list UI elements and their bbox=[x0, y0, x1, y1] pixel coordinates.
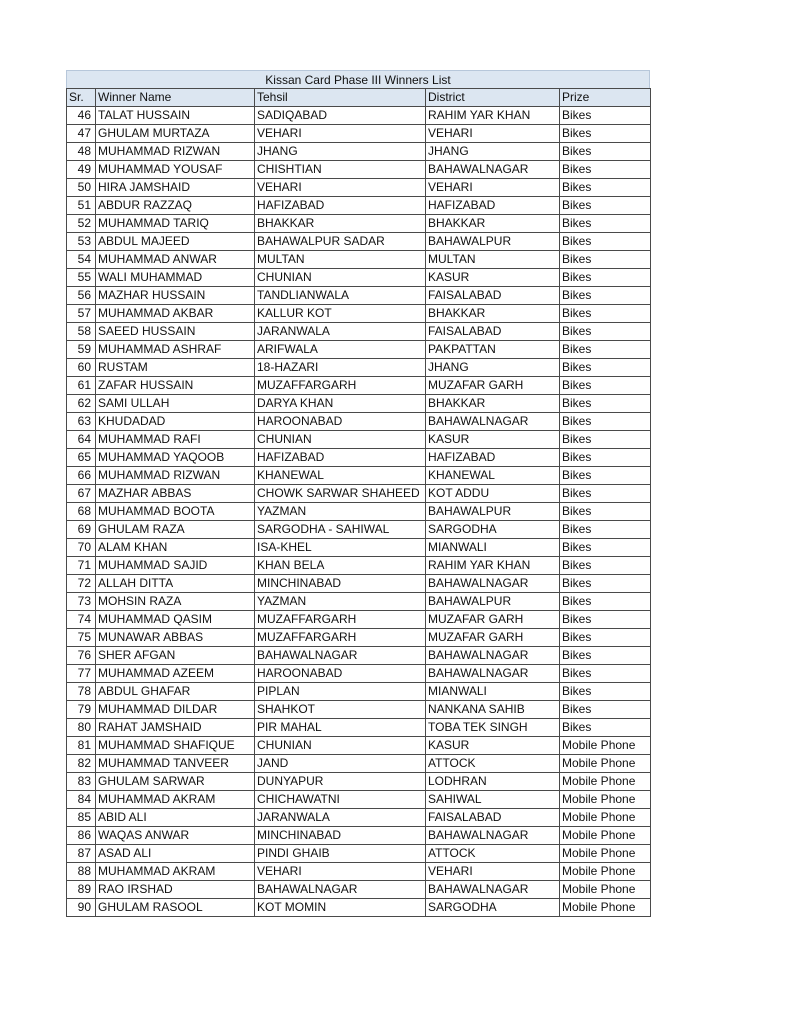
cell-sr: 67 bbox=[67, 485, 96, 503]
cell-tehsil: HAFIZABAD bbox=[255, 197, 426, 215]
table-row bbox=[67, 215, 651, 233]
table-row bbox=[67, 665, 651, 683]
cell-tehsil: JAND bbox=[255, 755, 426, 773]
cell-district: SARGODHA bbox=[426, 899, 560, 917]
cell-prize: Bikes bbox=[560, 611, 651, 629]
table-row bbox=[67, 359, 651, 377]
cell-district: RAHIM YAR KHAN bbox=[426, 107, 560, 125]
cell-winner-name: MUHAMMAD YOUSAF bbox=[96, 161, 255, 179]
cell-prize: Mobile Phone bbox=[560, 845, 651, 863]
cell-tehsil: HAFIZABAD bbox=[255, 449, 426, 467]
cell-sr: 47 bbox=[67, 125, 96, 143]
cell-sr: 84 bbox=[67, 791, 96, 809]
cell-sr: 48 bbox=[67, 143, 96, 161]
cell-district: KASUR bbox=[426, 737, 560, 755]
cell-winner-name: MUHAMMAD RIZWAN bbox=[96, 143, 255, 161]
cell-sr: 61 bbox=[67, 377, 96, 395]
cell-prize: Bikes bbox=[560, 233, 651, 251]
cell-tehsil: MUZAFFARGARH bbox=[255, 629, 426, 647]
header-district: District bbox=[426, 89, 560, 107]
table-row bbox=[67, 323, 651, 341]
table-row bbox=[67, 863, 651, 881]
table-row bbox=[67, 125, 651, 143]
cell-prize: Mobile Phone bbox=[560, 791, 651, 809]
cell-tehsil: PIPLAN bbox=[255, 683, 426, 701]
cell-district: BHAKKAR bbox=[426, 395, 560, 413]
cell-winner-name: GHULAM RASOOL bbox=[96, 899, 255, 917]
cell-sr: 50 bbox=[67, 179, 96, 197]
cell-sr: 56 bbox=[67, 287, 96, 305]
cell-winner-name: MUHAMMAD QASIM bbox=[96, 611, 255, 629]
cell-district: FAISALABAD bbox=[426, 809, 560, 827]
cell-district: BAHAWALNAGAR bbox=[426, 161, 560, 179]
table-row bbox=[67, 647, 651, 665]
cell-sr: 78 bbox=[67, 683, 96, 701]
cell-tehsil: VEHARI bbox=[255, 863, 426, 881]
cell-sr: 58 bbox=[67, 323, 96, 341]
cell-tehsil: ISA-KHEL bbox=[255, 539, 426, 557]
cell-tehsil: JARANWALA bbox=[255, 323, 426, 341]
cell-tehsil: KOT MOMIN bbox=[255, 899, 426, 917]
cell-tehsil: MINCHINABAD bbox=[255, 827, 426, 845]
table-row bbox=[67, 809, 651, 827]
cell-district: BAHAWALPUR bbox=[426, 233, 560, 251]
cell-winner-name: ALLAH DITTA bbox=[96, 575, 255, 593]
cell-prize: Bikes bbox=[560, 521, 651, 539]
cell-sr: 57 bbox=[67, 305, 96, 323]
cell-tehsil: MUZAFFARGARH bbox=[255, 377, 426, 395]
cell-district: BAHAWALPUR bbox=[426, 503, 560, 521]
cell-winner-name: KHUDADAD bbox=[96, 413, 255, 431]
table-row bbox=[67, 197, 651, 215]
cell-winner-name: MUHAMMAD BOOTA bbox=[96, 503, 255, 521]
cell-prize: Mobile Phone bbox=[560, 827, 651, 845]
table-row bbox=[67, 251, 651, 269]
cell-sr: 89 bbox=[67, 881, 96, 899]
cell-district: MUZAFAR GARH bbox=[426, 611, 560, 629]
cell-district: LODHRAN bbox=[426, 773, 560, 791]
winners-table bbox=[66, 88, 651, 917]
table-row bbox=[67, 305, 651, 323]
cell-district: KHANEWAL bbox=[426, 467, 560, 485]
cell-prize: Bikes bbox=[560, 557, 651, 575]
cell-tehsil: BHAKKAR bbox=[255, 215, 426, 233]
table-row bbox=[67, 431, 651, 449]
cell-prize: Bikes bbox=[560, 287, 651, 305]
cell-tehsil: VEHARI bbox=[255, 125, 426, 143]
cell-tehsil: KHAN BELA bbox=[255, 557, 426, 575]
cell-prize: Bikes bbox=[560, 467, 651, 485]
cell-tehsil: BAHAWALPUR SADAR bbox=[255, 233, 426, 251]
cell-prize: Mobile Phone bbox=[560, 881, 651, 899]
cell-sr: 51 bbox=[67, 197, 96, 215]
header-winner-name: Winner Name bbox=[96, 89, 255, 107]
cell-sr: 66 bbox=[67, 467, 96, 485]
cell-district: SARGODHA bbox=[426, 521, 560, 539]
cell-tehsil: HAROONABAD bbox=[255, 413, 426, 431]
cell-sr: 74 bbox=[67, 611, 96, 629]
header-row bbox=[67, 89, 651, 107]
cell-tehsil: CHOWK SARWAR SHAHEED bbox=[255, 485, 426, 503]
table-row bbox=[67, 557, 651, 575]
cell-sr: 71 bbox=[67, 557, 96, 575]
cell-district: TOBA TEK SINGH bbox=[426, 719, 560, 737]
cell-prize: Bikes bbox=[560, 593, 651, 611]
cell-district: BAHAWALNAGAR bbox=[426, 413, 560, 431]
cell-district: KASUR bbox=[426, 269, 560, 287]
cell-sr: 64 bbox=[67, 431, 96, 449]
cell-winner-name: MUHAMMAD SHAFIQUE bbox=[96, 737, 255, 755]
cell-district: JHANG bbox=[426, 143, 560, 161]
cell-district: BAHAWALNAGAR bbox=[426, 827, 560, 845]
cell-tehsil: CHUNIAN bbox=[255, 737, 426, 755]
table-row bbox=[67, 737, 651, 755]
cell-district: MUZAFAR GARH bbox=[426, 377, 560, 395]
cell-prize: Bikes bbox=[560, 395, 651, 413]
cell-winner-name: SAEED HUSSAIN bbox=[96, 323, 255, 341]
cell-sr: 87 bbox=[67, 845, 96, 863]
table-row bbox=[67, 143, 651, 161]
cell-district: ATTOCK bbox=[426, 845, 560, 863]
cell-tehsil: ARIFWALA bbox=[255, 341, 426, 359]
cell-prize: Bikes bbox=[560, 269, 651, 287]
cell-sr: 86 bbox=[67, 827, 96, 845]
cell-tehsil: SADIQABAD bbox=[255, 107, 426, 125]
table-row bbox=[67, 629, 651, 647]
cell-winner-name: MUHAMMAD AKRAM bbox=[96, 863, 255, 881]
table-row bbox=[67, 575, 651, 593]
cell-sr: 80 bbox=[67, 719, 96, 737]
cell-district: BAHAWALNAGAR bbox=[426, 575, 560, 593]
cell-tehsil: 18-HAZARI bbox=[255, 359, 426, 377]
cell-winner-name: WALI MUHAMMAD bbox=[96, 269, 255, 287]
cell-prize: Bikes bbox=[560, 197, 651, 215]
cell-winner-name: MUHAMMAD ANWAR bbox=[96, 251, 255, 269]
cell-tehsil: CHUNIAN bbox=[255, 431, 426, 449]
cell-district: SAHIWAL bbox=[426, 791, 560, 809]
cell-tehsil: KHANEWAL bbox=[255, 467, 426, 485]
cell-sr: 59 bbox=[67, 341, 96, 359]
cell-tehsil: JARANWALA bbox=[255, 809, 426, 827]
cell-district: MIANWALI bbox=[426, 539, 560, 557]
cell-sr: 53 bbox=[67, 233, 96, 251]
cell-sr: 83 bbox=[67, 773, 96, 791]
cell-prize: Bikes bbox=[560, 413, 651, 431]
cell-prize: Mobile Phone bbox=[560, 773, 651, 791]
cell-district: HAFIZABAD bbox=[426, 449, 560, 467]
table-row bbox=[67, 233, 651, 251]
table-row bbox=[67, 287, 651, 305]
cell-district: KOT ADDU bbox=[426, 485, 560, 503]
cell-prize: Bikes bbox=[560, 539, 651, 557]
cell-prize: Bikes bbox=[560, 161, 651, 179]
cell-winner-name: ABDUL MAJEED bbox=[96, 233, 255, 251]
cell-district: VEHARI bbox=[426, 179, 560, 197]
cell-tehsil: DARYA KHAN bbox=[255, 395, 426, 413]
cell-tehsil: DUNYAPUR bbox=[255, 773, 426, 791]
cell-district: VEHARI bbox=[426, 125, 560, 143]
cell-prize: Mobile Phone bbox=[560, 899, 651, 917]
cell-prize: Bikes bbox=[560, 449, 651, 467]
cell-district: MIANWALI bbox=[426, 683, 560, 701]
cell-sr: 60 bbox=[67, 359, 96, 377]
cell-winner-name: GHULAM RAZA bbox=[96, 521, 255, 539]
cell-prize: Bikes bbox=[560, 575, 651, 593]
cell-prize: Bikes bbox=[560, 215, 651, 233]
cell-winner-name: MOHSIN RAZA bbox=[96, 593, 255, 611]
cell-prize: Bikes bbox=[560, 629, 651, 647]
header-sr: Sr. bbox=[67, 89, 96, 107]
cell-tehsil: CHUNIAN bbox=[255, 269, 426, 287]
cell-district: HAFIZABAD bbox=[426, 197, 560, 215]
cell-winner-name: MUHAMMAD AKBAR bbox=[96, 305, 255, 323]
table-row bbox=[67, 701, 651, 719]
cell-sr: 85 bbox=[67, 809, 96, 827]
cell-tehsil: SARGODHA - SAHIWAL bbox=[255, 521, 426, 539]
cell-prize: Bikes bbox=[560, 107, 651, 125]
cell-sr: 72 bbox=[67, 575, 96, 593]
cell-sr: 77 bbox=[67, 665, 96, 683]
cell-sr: 55 bbox=[67, 269, 96, 287]
cell-winner-name: RAO IRSHAD bbox=[96, 881, 255, 899]
table-row bbox=[67, 593, 651, 611]
cell-sr: 79 bbox=[67, 701, 96, 719]
cell-winner-name: ABDUL GHAFAR bbox=[96, 683, 255, 701]
cell-district: MULTAN bbox=[426, 251, 560, 269]
cell-sr: 69 bbox=[67, 521, 96, 539]
winners-sheet bbox=[66, 70, 650, 917]
cell-prize: Bikes bbox=[560, 125, 651, 143]
table-row bbox=[67, 503, 651, 521]
cell-prize: Bikes bbox=[560, 647, 651, 665]
cell-winner-name: ABID ALI bbox=[96, 809, 255, 827]
cell-sr: 49 bbox=[67, 161, 96, 179]
cell-winner-name: SHER AFGAN bbox=[96, 647, 255, 665]
cell-sr: 82 bbox=[67, 755, 96, 773]
cell-tehsil: PINDI GHAIB bbox=[255, 845, 426, 863]
cell-tehsil: YAZMAN bbox=[255, 503, 426, 521]
table-row bbox=[67, 773, 651, 791]
table-row bbox=[67, 161, 651, 179]
cell-prize: Mobile Phone bbox=[560, 809, 651, 827]
cell-sr: 73 bbox=[67, 593, 96, 611]
table-row bbox=[67, 107, 651, 125]
cell-sr: 54 bbox=[67, 251, 96, 269]
cell-winner-name: RAHAT JAMSHAID bbox=[96, 719, 255, 737]
cell-prize: Bikes bbox=[560, 431, 651, 449]
cell-prize: Bikes bbox=[560, 305, 651, 323]
table-row bbox=[67, 845, 651, 863]
cell-district: BAHAWALPUR bbox=[426, 593, 560, 611]
cell-prize: Bikes bbox=[560, 323, 651, 341]
table-row bbox=[67, 341, 651, 359]
cell-district: NANKANA SAHIB bbox=[426, 701, 560, 719]
sheet-title: Kissan Card Phase III Winners List bbox=[66, 70, 650, 88]
cell-winner-name: WAQAS ANWAR bbox=[96, 827, 255, 845]
cell-winner-name: MUNAWAR ABBAS bbox=[96, 629, 255, 647]
cell-district: JHANG bbox=[426, 359, 560, 377]
table-row bbox=[67, 881, 651, 899]
cell-winner-name: MUHAMMAD ASHRAF bbox=[96, 341, 255, 359]
table-row bbox=[67, 683, 651, 701]
cell-sr: 90 bbox=[67, 899, 96, 917]
cell-winner-name: MUHAMMAD TANVEER bbox=[96, 755, 255, 773]
cell-prize: Bikes bbox=[560, 485, 651, 503]
cell-tehsil: MUZAFFARGARH bbox=[255, 611, 426, 629]
cell-district: ATTOCK bbox=[426, 755, 560, 773]
table-row bbox=[67, 467, 651, 485]
cell-sr: 75 bbox=[67, 629, 96, 647]
cell-prize: Mobile Phone bbox=[560, 755, 651, 773]
cell-district: BHAKKAR bbox=[426, 305, 560, 323]
table-row bbox=[67, 899, 651, 917]
cell-winner-name: MUHAMMAD AKRAM bbox=[96, 791, 255, 809]
cell-district: PAKPATTAN bbox=[426, 341, 560, 359]
table-row bbox=[67, 413, 651, 431]
cell-sr: 70 bbox=[67, 539, 96, 557]
cell-tehsil: MINCHINABAD bbox=[255, 575, 426, 593]
cell-prize: Bikes bbox=[560, 377, 651, 395]
cell-district: BAHAWALNAGAR bbox=[426, 647, 560, 665]
cell-sr: 76 bbox=[67, 647, 96, 665]
cell-prize: Bikes bbox=[560, 251, 651, 269]
cell-district: KASUR bbox=[426, 431, 560, 449]
cell-winner-name: MUHAMMAD YAQOOB bbox=[96, 449, 255, 467]
cell-district: BAHAWALNAGAR bbox=[426, 665, 560, 683]
cell-winner-name: ASAD ALI bbox=[96, 845, 255, 863]
table-row bbox=[67, 269, 651, 287]
cell-tehsil: VEHARI bbox=[255, 179, 426, 197]
cell-winner-name: GHULAM SARWAR bbox=[96, 773, 255, 791]
cell-prize: Bikes bbox=[560, 359, 651, 377]
cell-sr: 81 bbox=[67, 737, 96, 755]
cell-tehsil: YAZMAN bbox=[255, 593, 426, 611]
cell-sr: 52 bbox=[67, 215, 96, 233]
cell-prize: Bikes bbox=[560, 143, 651, 161]
cell-winner-name: SAMI ULLAH bbox=[96, 395, 255, 413]
cell-winner-name: MUHAMMAD SAJID bbox=[96, 557, 255, 575]
cell-prize: Bikes bbox=[560, 341, 651, 359]
cell-sr: 68 bbox=[67, 503, 96, 521]
cell-winner-name: MUHAMMAD RIZWAN bbox=[96, 467, 255, 485]
cell-winner-name: TALAT HUSSAIN bbox=[96, 107, 255, 125]
cell-tehsil: CHISHTIAN bbox=[255, 161, 426, 179]
table-row bbox=[67, 179, 651, 197]
cell-prize: Bikes bbox=[560, 683, 651, 701]
cell-tehsil: PIR MAHAL bbox=[255, 719, 426, 737]
cell-district: BHAKKAR bbox=[426, 215, 560, 233]
cell-district: FAISALABAD bbox=[426, 287, 560, 305]
cell-prize: Mobile Phone bbox=[560, 737, 651, 755]
cell-sr: 65 bbox=[67, 449, 96, 467]
cell-tehsil: MULTAN bbox=[255, 251, 426, 269]
cell-winner-name: ALAM KHAN bbox=[96, 539, 255, 557]
cell-sr: 88 bbox=[67, 863, 96, 881]
cell-winner-name: MAZHAR HUSSAIN bbox=[96, 287, 255, 305]
cell-winner-name: GHULAM MURTAZA bbox=[96, 125, 255, 143]
cell-winner-name: MUHAMMAD DILDAR bbox=[96, 701, 255, 719]
cell-winner-name: MUHAMMAD AZEEM bbox=[96, 665, 255, 683]
cell-winner-name: MAZHAR ABBAS bbox=[96, 485, 255, 503]
cell-prize: Bikes bbox=[560, 665, 651, 683]
table-row bbox=[67, 521, 651, 539]
table-row bbox=[67, 827, 651, 845]
cell-sr: 46 bbox=[67, 107, 96, 125]
cell-district: BAHAWALNAGAR bbox=[426, 881, 560, 899]
cell-district: FAISALABAD bbox=[426, 323, 560, 341]
cell-district: VEHARI bbox=[426, 863, 560, 881]
table-row bbox=[67, 377, 651, 395]
cell-prize: Bikes bbox=[560, 179, 651, 197]
cell-winner-name: RUSTAM bbox=[96, 359, 255, 377]
cell-tehsil: SHAHKOT bbox=[255, 701, 426, 719]
cell-district: MUZAFAR GARH bbox=[426, 629, 560, 647]
cell-tehsil: KALLUR KOT bbox=[255, 305, 426, 323]
cell-winner-name: ZAFAR HUSSAIN bbox=[96, 377, 255, 395]
cell-tehsil: BAHAWALNAGAR bbox=[255, 881, 426, 899]
cell-tehsil: BAHAWALNAGAR bbox=[255, 647, 426, 665]
cell-tehsil: JHANG bbox=[255, 143, 426, 161]
cell-winner-name: MUHAMMAD TARIQ bbox=[96, 215, 255, 233]
cell-winner-name: HIRA JAMSHAID bbox=[96, 179, 255, 197]
cell-tehsil: HAROONABAD bbox=[255, 665, 426, 683]
header-tehsil: Tehsil bbox=[255, 89, 426, 107]
header-prize: Prize bbox=[560, 89, 651, 107]
table-row bbox=[67, 449, 651, 467]
table-row bbox=[67, 755, 651, 773]
cell-prize: Mobile Phone bbox=[560, 863, 651, 881]
cell-prize: Bikes bbox=[560, 701, 651, 719]
cell-sr: 62 bbox=[67, 395, 96, 413]
table-row bbox=[67, 395, 651, 413]
table-row bbox=[67, 611, 651, 629]
cell-winner-name: MUHAMMAD RAFI bbox=[96, 431, 255, 449]
table-row bbox=[67, 485, 651, 503]
table-row bbox=[67, 719, 651, 737]
cell-prize: Bikes bbox=[560, 503, 651, 521]
cell-district: RAHIM YAR KHAN bbox=[426, 557, 560, 575]
cell-prize: Bikes bbox=[560, 719, 651, 737]
cell-sr: 63 bbox=[67, 413, 96, 431]
cell-tehsil: TANDLIANWALA bbox=[255, 287, 426, 305]
table-row bbox=[67, 791, 651, 809]
cell-winner-name: ABDUR RAZZAQ bbox=[96, 197, 255, 215]
table-row bbox=[67, 539, 651, 557]
cell-tehsil: CHICHAWATNI bbox=[255, 791, 426, 809]
